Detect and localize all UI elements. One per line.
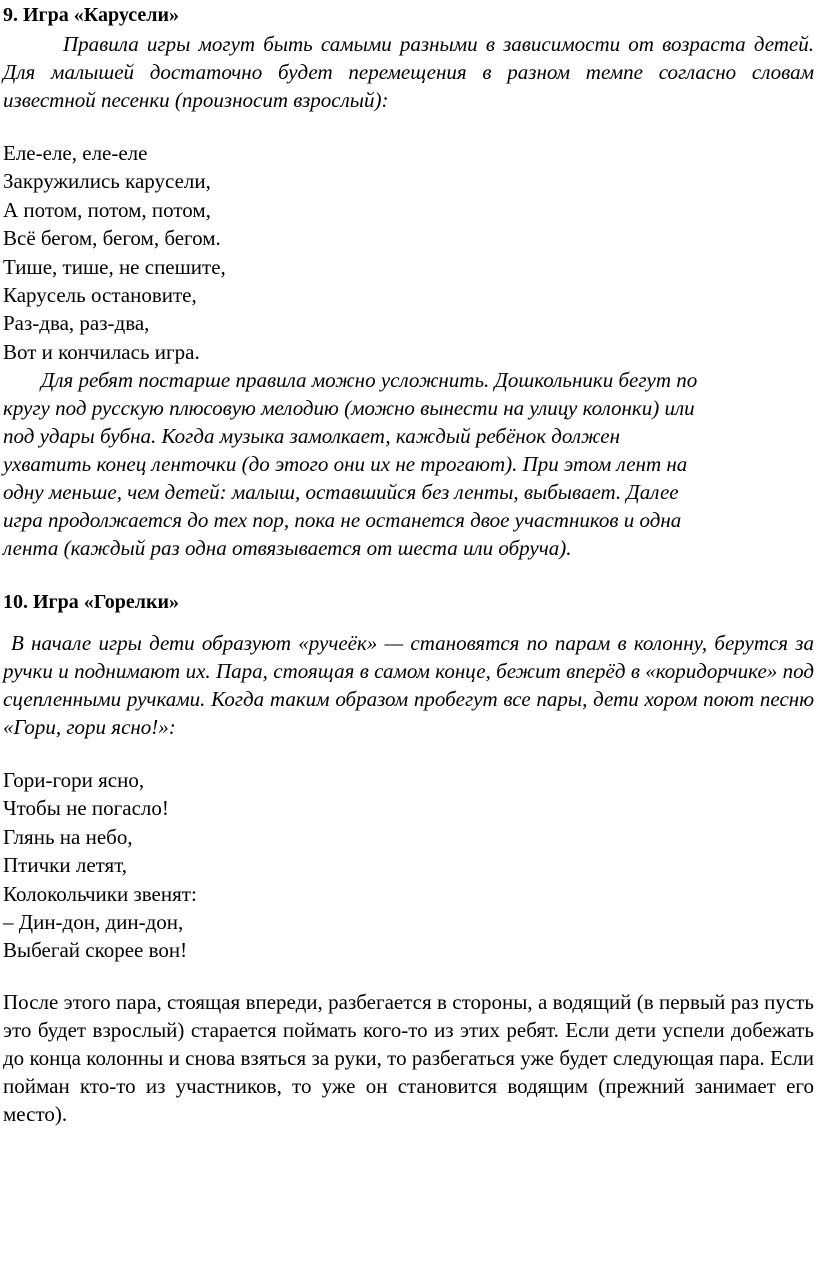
verse-line: Всё бегом, бегом, бегом. <box>3 226 221 251</box>
verse-line: Колокольчики звенят: <box>3 881 197 906</box>
section-9-intro: Правила игры могут быть самыми разными в зависимости от возраста детей. Для малышей достаточно будет перемещения в разном темпе согласно словам известной песенки (произносит взрослый): <box>3 32 814 112</box>
verse-line: Гори-гори ясно, <box>3 768 145 792</box>
verse-line: Закружились карусели, <box>3 169 211 194</box>
verse-line: А потом, потом, потом, <box>3 197 211 222</box>
verse-line: – Дин-дон, дин-дон, <box>3 910 184 935</box>
section-9-heading: 9. Игра «Карусели» <box>3 4 179 26</box>
verse-line: Вот и кончилась игра. <box>3 339 200 364</box>
verse-line: Карусель остановите, <box>3 283 197 308</box>
rules-line: кругу под русскую плюсовую мелодию (можно вынести на улицу колонки) или <box>3 396 695 420</box>
rules-line: одну меньше, чем детей: малыш, оставшийся без ленты, выбывает. Далее <box>3 480 679 504</box>
verse-line: Глянь на небо, <box>3 824 133 849</box>
section-9-verse <box>3 139 814 366</box>
verse-line: Еле-еле, еле-еле <box>3 141 148 165</box>
verse-line: Выбегай скорее вон! <box>3 938 188 963</box>
rules-line: под удары бубна. Когда музыка замолкает, каждый ребёнок должен <box>3 424 621 448</box>
section-9-rules <box>3 366 814 562</box>
rules-line: Для ребят постарше правила можно усложнить. Дошкольники бегут по <box>41 368 698 392</box>
verse-line: Тише, тише, не спешите, <box>3 254 226 279</box>
section-10-heading: 10. Игра «Горелки» <box>3 591 179 613</box>
rules-line: лента (каждый раз одна отвязывается от шеста или обруча). <box>3 536 572 560</box>
rules-line: ухватить конец ленточки (до этого они их не трогают). При этом лент на <box>3 452 688 476</box>
section-10-outro: После этого пара, стоящая впереди, разбегается в стороны, а водящий (в первый раз пусть это будет взрослый) старается поймать кого-то из этих ребят. Если дети успели добежать до конца колонны и снова взяться за руки, то разбегаться уже будет следующая пара. Если пойман кто-то из участников, то уже он становится водящим (прежний занимает его место). <box>3 990 814 1126</box>
verse-line: Чтобы не погасло! <box>3 796 169 821</box>
section-10-verse <box>3 766 814 965</box>
verse-line: Раз-два, раз-два, <box>3 311 150 336</box>
section-10-intro: В начале игры дети образуют «ручеёк» — становятся по парам в колонну, берутся за ручки и поднимают их. Пара, стоящая в самом конце, бежит вперёд в «коридорчике» под сцепленными ручками. Когда таким образом пробегут все пары, дети хором поют песню «Гори, гори ясно!»: <box>3 631 814 739</box>
rules-line: игра продолжается до тех пор, пока не останется двое участников и одна <box>3 508 682 532</box>
verse-line: Птички летят, <box>3 853 128 878</box>
